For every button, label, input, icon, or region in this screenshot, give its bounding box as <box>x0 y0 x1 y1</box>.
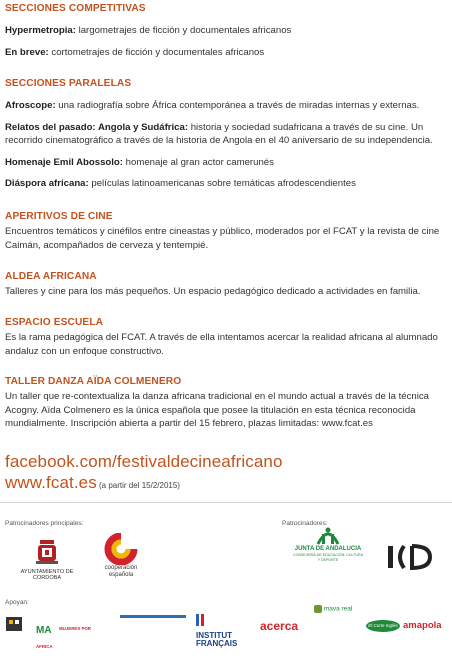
instituto-logo <box>196 614 248 648</box>
principales-label: Patrocinadores principales: <box>5 520 84 527</box>
paralelas-item-0: Afroscope: una radiografía sobre África contemporánea a través de miradas internas y externas. <box>5 100 420 111</box>
taller-text: Un taller que re-contextualiza la danza africana tradicional en el mundo actual a través de la técnica Acogny. Aïda Colmenero es la única española que posee la titulación en esta técnica reconocida mundialmente. Inscripción abierta a partir del 15 febrero, plazas limitadas: www.fcat.es <box>5 391 429 429</box>
section-title: APERITIVOS DE CINE <box>5 211 113 222</box>
corte-ingles-logo: El Corte Inglés <box>366 620 400 632</box>
fundacion-logo <box>386 543 442 571</box>
building-icon <box>4 613 24 635</box>
mujeres-logo <box>36 620 108 650</box>
section-escuela <box>5 316 447 358</box>
mava-icon <box>314 605 322 613</box>
cooperacion-text: cooperación española <box>104 565 138 578</box>
french-flag-icon <box>196 614 204 626</box>
section-taller <box>5 375 447 431</box>
instituto-text: INSTITUT FRANÇAIS <box>196 631 238 648</box>
mava-logo: mava real <box>314 605 360 619</box>
coat-of-arms-icon <box>6 538 88 568</box>
junta-subtext: CONSEJERÍA DE EDUCACIÓN, CULTURA Y DEPORTE <box>292 553 364 562</box>
support-logo-3 <box>120 614 186 620</box>
paralelas-item-1: Relatos del pasado: Angola y Sudáfrica: historia y sociedad sudafricana a través de su cine. Un recorrido cinematográfico a través de la historia de Angola en el 40 aniversario de su independencia. <box>5 121 433 146</box>
section-competitivas <box>5 2 447 59</box>
website-link[interactable]: www.fcat.es (a partir del 15/2/2015) <box>5 473 180 492</box>
acerca-logo: acerca <box>260 619 299 633</box>
stripe-logo-icon <box>120 614 186 620</box>
support-logo-1 <box>4 613 24 635</box>
paralelas-item-2: Homenaje Emil Abossolo: homenaje al gran actor camerunés <box>5 156 274 168</box>
fundacion-mark-icon <box>386 543 442 571</box>
escuela-text: Es la rama pedagógica del FCAT. A través de ella intentamos acercar la realidad africana al alumnado andaluz con un enfoque constructivo. <box>5 332 438 357</box>
mujeres-mark: MA <box>36 625 52 636</box>
competitivas-item-0: Hypermetropia: largometrajes de ficción y documentales africanos <box>5 25 292 36</box>
cooperacion-logo <box>100 533 142 585</box>
facebook-link[interactable]: facebook.com/festivaldecineafricano <box>5 452 283 471</box>
ayuntamiento-logo <box>6 538 88 581</box>
aperitivos-text: Encuentros temáticos y cinéfilos entre cineastas y público, moderados por el FCAT y la revista de cine Caimán, acompañados de cerveza y tentempié. <box>5 226 440 251</box>
website-note: (a partir del 15/2/2015) <box>96 481 180 490</box>
junta-text: JUNTA DE ANDALUCIA <box>294 546 362 552</box>
section-paralelas <box>5 77 447 191</box>
section-title: SECCIONES PARALELAS <box>5 78 132 89</box>
links-block <box>5 451 447 496</box>
section-aperitivos <box>5 210 447 252</box>
ayuntamiento-text: AYUNTAMIENTO DE CORDOBA <box>20 569 74 581</box>
section-title: ALDEA AFRICANA <box>5 271 97 282</box>
section-aldea <box>5 270 447 299</box>
amapola-logo: amapola <box>403 620 442 631</box>
sponsors-divider <box>0 502 452 503</box>
mujeres-text: MUJERES POR ÁFRICA <box>36 626 91 650</box>
aldea-text: Talleres y cine para los más pequeños. Un espacio pedagógico dedicado a actividades en familia. <box>5 286 421 297</box>
section-title: TALLER DANZA AÏDA COLMENERO <box>5 376 182 387</box>
patrocinadores-label: Patrocinadores: <box>282 520 328 527</box>
section-title: ESPACIO ESCUELA <box>5 317 104 328</box>
junta-emblem-icon <box>292 524 364 546</box>
paralelas-item-3: Diáspora africana: películas latinoamericanas sobre temáticas afrodescendientes <box>5 178 356 189</box>
apoyan-label: Apoyan: <box>5 599 29 606</box>
cooperacion-emblem-icon <box>100 533 142 565</box>
section-title: SECCIONES COMPETITIVAS <box>5 3 146 14</box>
competitivas-item-1: En breve: cortometrajes de ficción y documentales africanos <box>5 46 265 58</box>
junta-logo <box>292 524 364 564</box>
